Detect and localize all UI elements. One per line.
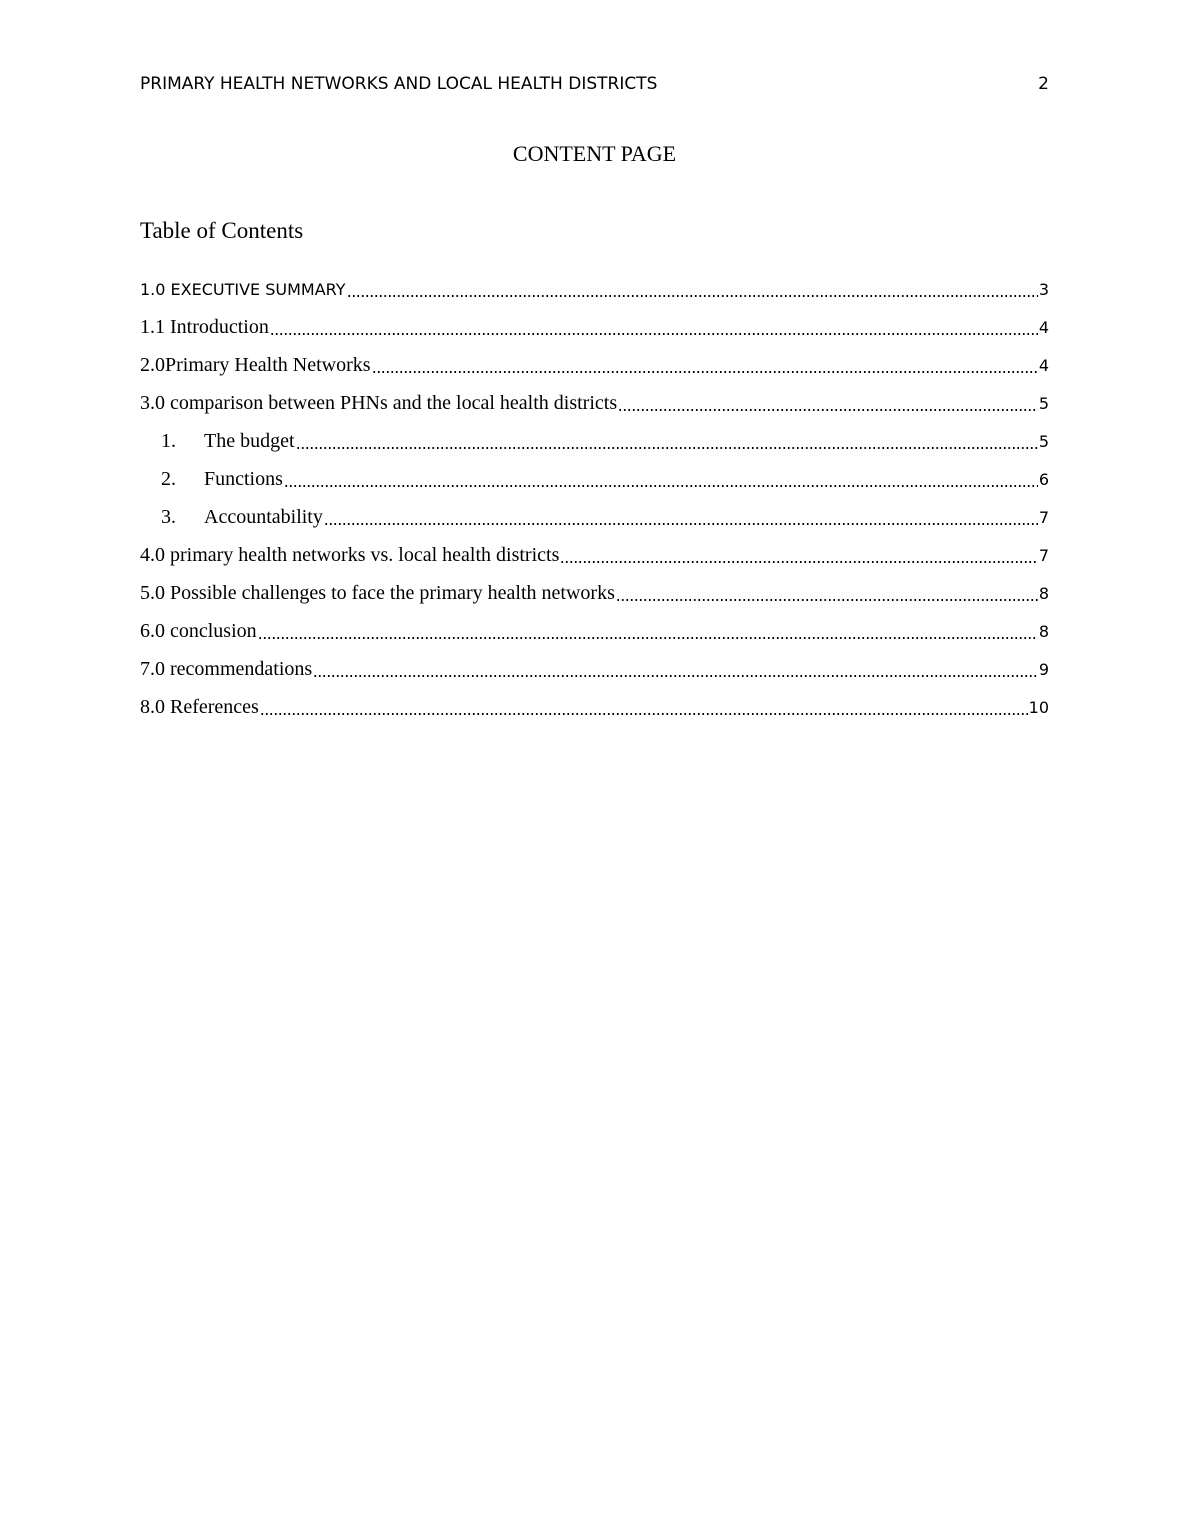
toc-dot-leader [284, 469, 1038, 489]
toc-dot-leader [372, 355, 1038, 375]
toc-dot-leader [258, 621, 1038, 641]
toc-entry-number: 2. [161, 467, 176, 490]
toc-dot-leader [560, 545, 1037, 565]
toc-entry-page: 7 [1038, 507, 1049, 527]
running-header [140, 72, 1049, 96]
toc-entry-page: 10 [1028, 697, 1049, 717]
toc-entry-label: The budget [204, 429, 295, 452]
toc-entry-number: 3. [161, 505, 176, 528]
toc-entry-challenges[interactable] [140, 574, 1049, 612]
toc-entry-label: 4.0 primary health networks vs. local health districts [140, 543, 560, 566]
toc-entry-label: 7.0 recommendations [140, 657, 313, 680]
toc-entry-label: 2.0Primary Health Networks [140, 353, 371, 376]
content-page-heading: CONTENT PAGE [512, 141, 677, 166]
page-number: 2 [1038, 74, 1049, 94]
toc-entry-label: 1.1 Introduction [140, 315, 269, 338]
toc-entry-accountability[interactable] [140, 498, 1049, 536]
toc-entry-page: 4 [1038, 317, 1049, 337]
toc-entry-page: 8 [1038, 621, 1049, 641]
toc-entry-executive-summary[interactable] [140, 270, 1049, 308]
toc-entry-phn-vs-lhd[interactable] [140, 536, 1049, 574]
toc-entry-page: 7 [1038, 545, 1049, 565]
toc-entry-references[interactable] [140, 688, 1049, 726]
toc-entry-label: 8.0 References [140, 695, 259, 718]
toc-entry-label: 5.0 Possible challenges to face the primary health networks [140, 581, 615, 604]
toc-entry-page: 6 [1038, 469, 1049, 489]
toc-entry-label: Functions [204, 467, 283, 490]
toc-entry-label: 1.0 EXECUTIVE SUMMARY [140, 279, 346, 299]
toc-dot-leader [296, 431, 1038, 451]
toc-heading: Table of Contents [140, 218, 304, 243]
toc-entry-page: 5 [1038, 393, 1049, 413]
toc-dot-leader [324, 507, 1038, 527]
toc-dot-leader [313, 659, 1038, 679]
toc-entry-page: 5 [1038, 431, 1049, 451]
toc-entry-label: 6.0 conclusion [140, 619, 257, 642]
toc-entry-label: Accountability [204, 505, 323, 528]
toc-dot-leader [347, 279, 1038, 299]
toc-entry-page: 4 [1038, 355, 1049, 375]
toc-entry-recommendations[interactable] [140, 650, 1049, 688]
table-of-contents [140, 270, 1049, 726]
toc-entry-page: 3 [1038, 279, 1049, 299]
toc-dot-leader [618, 393, 1038, 413]
toc-entry-introduction[interactable] [140, 308, 1049, 346]
toc-entry-number: 1. [161, 429, 176, 452]
toc-entry-functions[interactable] [140, 460, 1049, 498]
toc-dot-leader [270, 317, 1038, 337]
toc-entry-conclusion[interactable] [140, 612, 1049, 650]
toc-entry-budget[interactable] [140, 422, 1049, 460]
toc-entry-label: 3.0 comparison between PHNs and the local health districts [140, 391, 618, 414]
toc-dot-leader [260, 697, 1028, 717]
toc-entry-page: 8 [1038, 583, 1049, 603]
toc-entry-comparison[interactable] [140, 384, 1049, 422]
toc-dot-leader [616, 583, 1038, 603]
toc-entry-page: 9 [1038, 659, 1049, 679]
running-header-title: PRIMARY HEALTH NETWORKS AND LOCAL HEALTH DISTRICTS [140, 74, 658, 94]
toc-entry-primary-health-networks[interactable] [140, 346, 1049, 384]
